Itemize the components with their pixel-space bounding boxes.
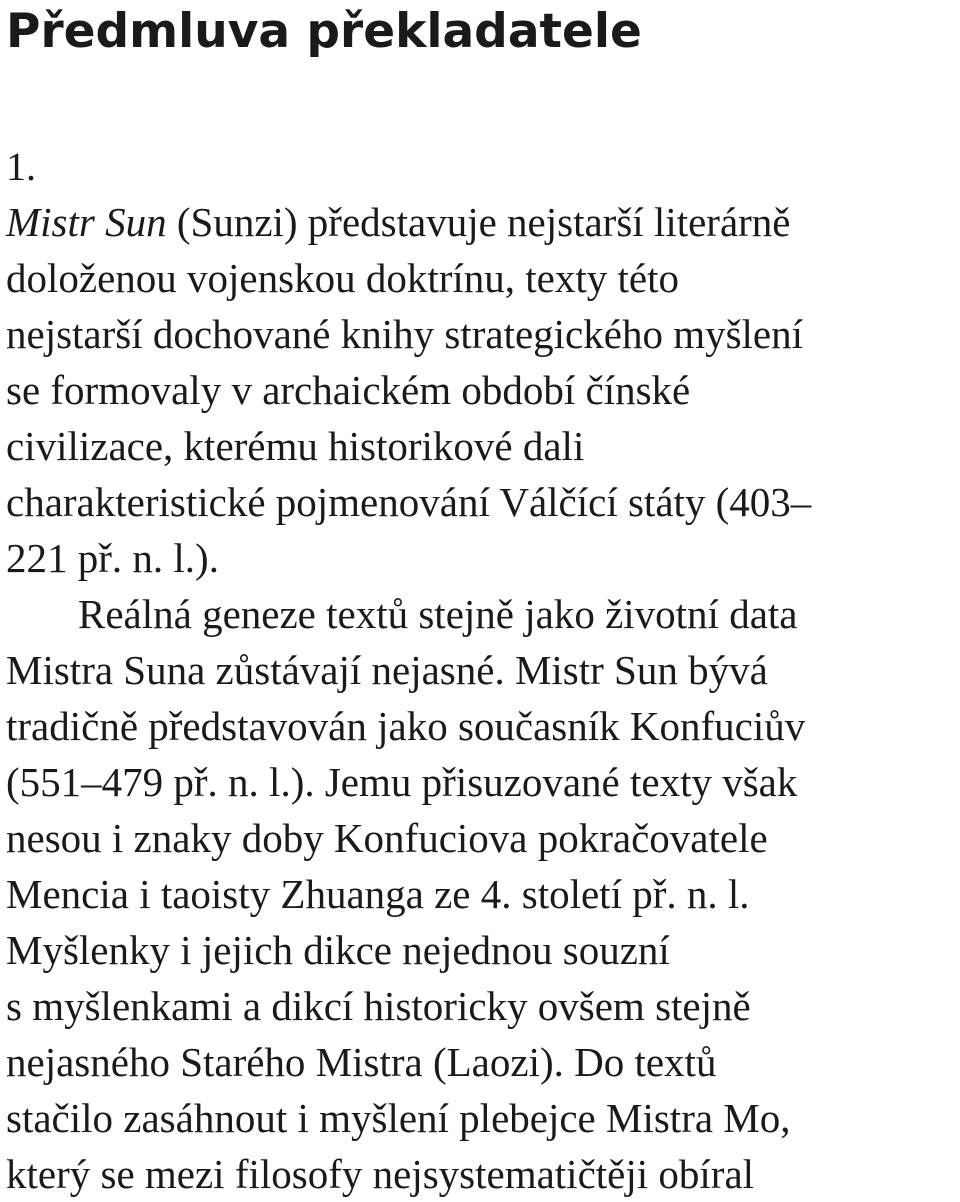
paragraph-line: nejstarší dochované knihy strategického myšlení xyxy=(6,311,804,357)
paragraph-line: Mistra Suna zůstávají nejasné. Mistr Sun bývá xyxy=(6,647,768,693)
paragraph-line: civilizace, kterému historikové dali xyxy=(6,423,585,469)
section-number: 1. xyxy=(6,144,36,189)
paragraph-1 xyxy=(6,194,956,586)
paragraph-line: Mencia i taoisty Zhuanga ze 4. století př. n. l. xyxy=(6,871,750,917)
paragraph-line: který se mezi filosofy nejsystematičtěji obíral xyxy=(6,1151,755,1197)
paragraph-line: tradičně představován jako současník Konfuciův xyxy=(6,703,806,749)
paragraph-line: 221 př. n. l.). xyxy=(6,535,219,581)
paragraph-line: se formovaly v archaickém období čínské xyxy=(6,367,691,413)
paragraph-line: nesou i znaky doby Konfuciova pokračovatele xyxy=(6,815,768,861)
paragraph-2 xyxy=(6,586,956,1202)
paragraph-line: stačilo zasáhnout i myšlení plebejce Mistra Mo, xyxy=(6,1095,791,1141)
paragraph-line: Reálná geneze textů stejně jako životní data xyxy=(78,591,798,637)
document-page xyxy=(6,0,956,1202)
paragraph-line: nejasného Starého Mistra (Laozi). Do textů xyxy=(6,1039,717,1085)
paragraph-line: doloženou vojenskou doktrínu, texty této xyxy=(6,255,679,301)
paragraph-line: charakteristické pojmenování Válčící státy (403– xyxy=(6,479,812,525)
paragraph-line: Myšlenky i jejich dikce nejednou souzní xyxy=(6,927,670,973)
paragraph-line xyxy=(6,194,956,250)
page-title: Předmluva překladatele xyxy=(6,4,642,59)
paragraph-line: (551–479 př. n. l.). Jemu přisuzované texty však xyxy=(6,759,798,805)
paragraph-line: s myšlenkami a dikcí historicky ovšem stejně xyxy=(6,983,751,1029)
italic-title: Mistr Sun xyxy=(6,199,167,245)
line-text: (Sunzi) představuje nejstarší literárně xyxy=(166,199,791,245)
